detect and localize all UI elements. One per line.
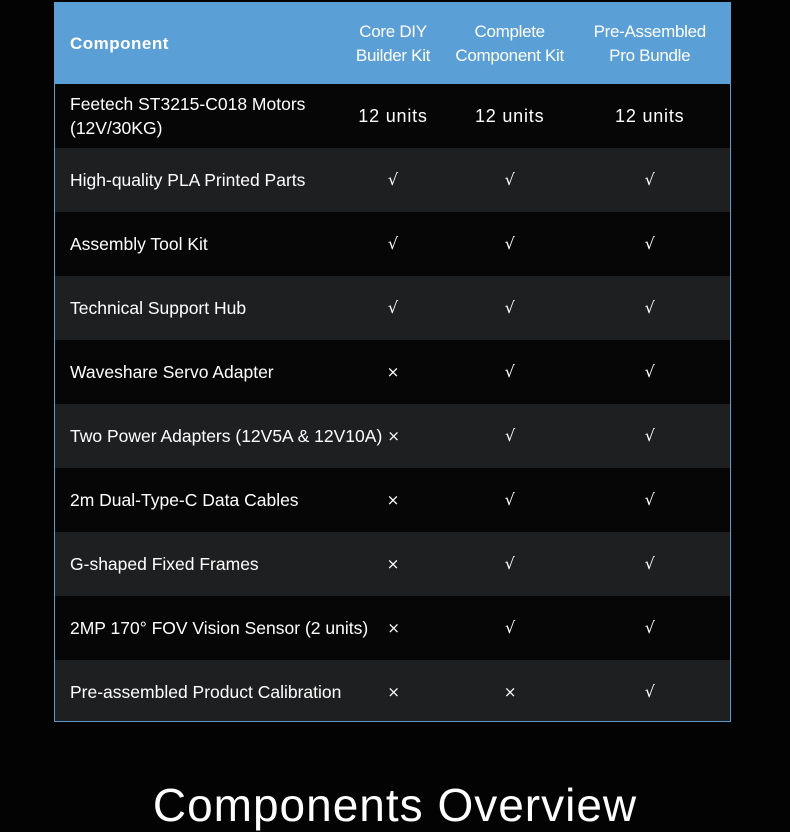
section-title: Components Overview [152,779,638,831]
check-icon: √ [644,170,655,189]
comparison-table [54,2,731,722]
table-row [55,148,730,212]
check-icon: √ [644,234,655,253]
check-icon: √ [504,170,515,189]
table-row [55,660,730,722]
check-icon: √ [644,426,655,445]
check-icon: √ [644,362,655,381]
component-name [55,232,336,256]
table-row [55,532,730,596]
component-name [55,296,336,320]
pro-bundle-cell [569,362,730,382]
component-name [55,616,369,640]
core-diy-cell [336,298,450,318]
pro-bundle-cell [569,490,730,510]
check-icon: √ [504,554,515,573]
quantity-value: 12 units [474,105,545,126]
core-diy-cell [336,106,450,127]
table-row [55,340,730,404]
core-diy-cell [337,619,450,638]
component-name-line: Pre-assembled Product Calibration [70,682,342,702]
core-diy-cell [336,491,450,510]
complete-kit-cell [450,362,570,382]
check-icon: √ [504,298,515,317]
component-name-line: Waveshare Servo Adapter [70,362,274,382]
complete-kit-cell [450,170,570,190]
pro-bundle-cell [570,682,730,702]
check-icon: √ [504,362,515,381]
check-icon: √ [505,426,516,445]
component-name [55,488,336,512]
core-diy-cell [337,683,450,702]
check-icon: √ [387,170,399,189]
table-row [55,212,730,276]
cross-icon: × [386,490,400,509]
header-pro-line-2: Pro Bundle [609,45,691,65]
complete-kit-cell [450,554,570,574]
header-complete-line-2: Component Kit [455,45,564,65]
pro-bundle-cell [569,234,730,254]
table-row [55,596,730,660]
core-diy-cell [336,363,450,382]
pro-bundle-cell [569,170,730,190]
complete-kit-cell [450,234,570,254]
header-complete-component-kit [450,20,570,68]
component-name-line: Technical Support Hub [70,298,247,318]
component-name [55,360,336,384]
pro-bundle-cell [569,554,730,574]
table-row [55,404,730,468]
pro-bundle-cell [569,298,730,318]
quantity-value: 12 units [615,105,685,126]
check-icon: √ [644,618,655,637]
component-name-line: Feetech ST3215-C018 Motors [70,94,306,114]
component-name [55,424,383,448]
cross-icon: × [503,682,517,701]
component-name-line: High-quality PLA Printed Parts [70,170,306,190]
table-body [55,84,730,722]
complete-kit-cell [450,683,569,702]
cross-icon: × [387,426,400,445]
pro-bundle-cell [570,426,730,446]
header-component: Component [70,33,169,53]
header-complete-line-1: Complete [474,21,545,41]
component-name-line: Two Power Adapters (12V5A & 12V10A) [70,426,383,446]
pro-bundle-cell [569,106,730,127]
header-core-diy-line-2: Builder Kit [355,45,431,65]
table-header [55,3,730,84]
complete-kit-cell [450,490,570,510]
component-name-line: 2m Dual-Type-C Data Cables [70,490,299,510]
component-name [55,680,342,704]
component-name [55,92,336,140]
core-diy-cell [337,427,450,446]
check-icon: √ [644,554,655,573]
component-name-line: Assembly Tool Kit [70,234,208,254]
complete-kit-cell [450,426,569,446]
component-name-line: 2MP 170° FOV Vision Sensor (2 units) [70,618,369,638]
component-name [55,168,336,192]
table-row [55,84,730,148]
component-name-line: G-shaped Fixed Frames [70,554,259,574]
complete-kit-cell [450,298,570,318]
cross-icon: × [386,362,400,381]
component-name [55,552,336,576]
header-core-diy-builder-kit [336,20,450,68]
check-icon: √ [644,682,655,701]
pro-bundle-cell [570,618,730,638]
cross-icon: × [387,682,400,701]
check-icon: √ [644,298,655,317]
header-pro-line-1: Pre-Assembled [593,21,706,41]
header-core-diy-line-1: Core DIY [359,21,427,41]
check-icon: √ [387,298,399,317]
quantity-value: 12 units [358,105,428,126]
complete-kit-cell [450,618,569,638]
check-icon: √ [505,618,516,637]
cross-icon: × [387,618,400,637]
core-diy-cell [336,234,450,254]
check-icon: √ [504,490,515,509]
core-diy-cell [336,170,450,190]
check-icon: √ [644,490,655,509]
table-row [55,276,730,340]
check-icon: √ [387,234,399,253]
table-row [55,468,730,532]
check-icon: √ [504,234,515,253]
component-name-line: (12V/30KG) [70,118,163,138]
header-pre-assembled-pro-bundle [569,20,730,68]
cross-icon: × [386,554,400,573]
complete-kit-cell [450,106,570,127]
core-diy-cell [336,555,450,574]
